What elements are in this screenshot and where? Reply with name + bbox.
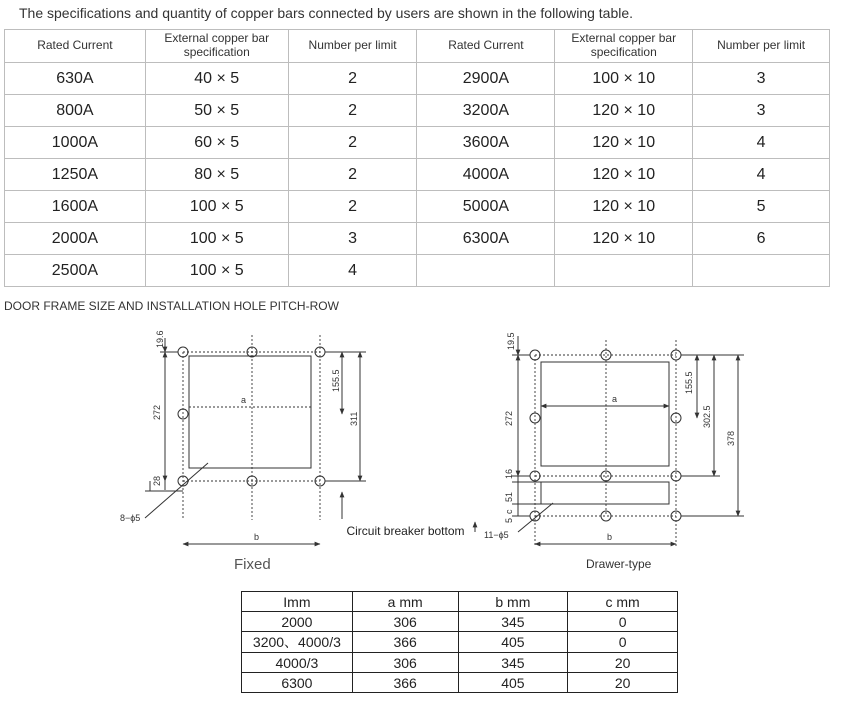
drawer-frame-drawing bbox=[475, 336, 744, 546]
dim-label: 51 bbox=[504, 491, 514, 502]
table-cell: 120 × 10 bbox=[555, 223, 693, 255]
header-cell: External copper bar specification bbox=[555, 30, 693, 63]
table-cell: 5000A bbox=[417, 191, 555, 223]
table-cell: 2 bbox=[288, 159, 417, 191]
table-cell: 800A bbox=[5, 95, 146, 127]
table-cell: 40 × 5 bbox=[145, 63, 288, 95]
dim-label: a bbox=[241, 395, 247, 405]
table-cell: 2 bbox=[288, 63, 417, 95]
table-cell: 5 bbox=[693, 191, 830, 223]
table-cell: 630A bbox=[5, 63, 146, 95]
dim-label: 302.5 bbox=[702, 405, 712, 428]
header-cell: External copper bar specification bbox=[145, 30, 288, 63]
header-cell: Number per limit bbox=[693, 30, 830, 63]
table-cell: 2000A bbox=[5, 223, 146, 255]
table-cell: 405 bbox=[458, 632, 568, 653]
table-cell: 366 bbox=[352, 632, 458, 653]
dim-label: 155.5 bbox=[331, 369, 341, 392]
table-cell: 3 bbox=[693, 63, 830, 95]
dim-label: 378 bbox=[726, 430, 736, 446]
dim-label: a bbox=[612, 394, 618, 404]
drawer-breaker-rect bbox=[541, 482, 669, 504]
dim-label: 28 bbox=[152, 475, 162, 486]
table-cell: 1250A bbox=[5, 159, 146, 191]
drawer-hole-lines bbox=[535, 340, 676, 546]
table-cell: 6300A bbox=[417, 223, 555, 255]
fixed-frame-drawing bbox=[145, 335, 366, 544]
dim-label: 16 bbox=[504, 468, 514, 479]
table-cell: 405 bbox=[458, 673, 568, 693]
table-cell: 3600A bbox=[417, 127, 555, 159]
table-cell: 20 bbox=[568, 653, 678, 673]
dim-label: 272 bbox=[152, 404, 162, 420]
fixed-hole-lines bbox=[183, 335, 320, 520]
dim-label: c bbox=[504, 509, 514, 514]
table-cell: 2500A bbox=[5, 255, 146, 287]
dim-label: b bbox=[254, 532, 260, 542]
table-cell: 6 bbox=[693, 223, 830, 255]
drawer-mounting-holes bbox=[530, 350, 681, 521]
frame-dimension-table bbox=[241, 591, 678, 693]
table-cell: 120 × 10 bbox=[555, 127, 693, 159]
table-cell: 20 bbox=[568, 673, 678, 693]
intro-text: The specifications and quantity of copper bars connected by users are shown in the following table. bbox=[19, 5, 634, 21]
table-cell: 4 bbox=[288, 255, 417, 287]
table-cell: 3 bbox=[693, 95, 830, 127]
dim-label: 19.5 bbox=[506, 332, 516, 350]
header-cell: b mm bbox=[458, 592, 568, 612]
table-cell: 100 × 5 bbox=[145, 255, 288, 287]
dim-label: 5 bbox=[504, 517, 514, 523]
table-cell: 100 × 5 bbox=[145, 223, 288, 255]
table-cell: 100 × 10 bbox=[555, 63, 693, 95]
header-cell: Rated Current bbox=[5, 30, 146, 63]
circuit-breaker-bottom-callout: Circuit breaker bottom bbox=[339, 519, 472, 543]
dim-label: 272 bbox=[504, 410, 514, 426]
dim-label: 311 bbox=[349, 411, 359, 426]
table-row bbox=[242, 612, 678, 632]
dim-label: 155.5 bbox=[684, 371, 694, 394]
table-cell: 50 × 5 bbox=[145, 95, 288, 127]
table-cell: 4 bbox=[693, 127, 830, 159]
table-row bbox=[242, 673, 678, 693]
header-cell: a mm bbox=[352, 592, 458, 612]
table-row bbox=[242, 653, 678, 673]
table-cell: 345 bbox=[458, 653, 568, 673]
table-cell: 120 × 10 bbox=[555, 159, 693, 191]
fixed-caption: Fixed bbox=[234, 556, 271, 573]
table-cell: 3200、4000/3 bbox=[242, 632, 353, 653]
table-cell: 345 bbox=[458, 612, 568, 632]
fixed-mounting-holes bbox=[178, 347, 325, 486]
table-cell: 306 bbox=[352, 612, 458, 632]
table-cell: 2900A bbox=[417, 63, 555, 95]
table-cell: 4000/3 bbox=[242, 653, 353, 673]
header-cell: c mm bbox=[568, 592, 678, 612]
table-cell: 2000 bbox=[242, 612, 353, 632]
table-cell: 3200A bbox=[417, 95, 555, 127]
dim-label: 11−ϕ5 bbox=[484, 530, 509, 540]
drawer-hole-leader bbox=[518, 503, 553, 532]
drawer-door-rect bbox=[541, 362, 669, 466]
section-title: DOOR FRAME SIZE AND INSTALLATION HOLE PITCH-ROW bbox=[4, 299, 339, 313]
dim-label: 19.6 bbox=[155, 330, 165, 348]
table-cell: 1000A bbox=[5, 127, 146, 159]
table-cell: 6300 bbox=[242, 673, 353, 693]
header-cell: Number per limit bbox=[288, 30, 417, 63]
table-cell: 0 bbox=[568, 632, 678, 653]
dim-label: 8−ϕ5 bbox=[120, 513, 141, 523]
table-cell: 366 bbox=[352, 673, 458, 693]
header-cell: Rated Current bbox=[417, 30, 555, 63]
dim-label: b bbox=[607, 532, 613, 542]
table-cell: 3 bbox=[288, 223, 417, 255]
table-cell: 306 bbox=[352, 653, 458, 673]
table-header-row bbox=[242, 592, 678, 612]
table-cell: 2 bbox=[288, 191, 417, 223]
table-cell: 120 × 10 bbox=[555, 95, 693, 127]
table-cell: 60 × 5 bbox=[145, 127, 288, 159]
table-row bbox=[242, 632, 678, 653]
table-cell: 0 bbox=[568, 612, 678, 632]
header-cell: Imm bbox=[242, 592, 353, 612]
drawer-dimension-labels bbox=[484, 332, 736, 542]
table-cell: 1600A bbox=[5, 191, 146, 223]
table-cell: 2 bbox=[288, 95, 417, 127]
drawer-type-caption: Drawer-type bbox=[586, 557, 652, 571]
table-cell: 4000A bbox=[417, 159, 555, 191]
table-cell: 80 × 5 bbox=[145, 159, 288, 191]
table-cell: 100 × 5 bbox=[145, 191, 288, 223]
table-cell: 4 bbox=[693, 159, 830, 191]
table-cell: 120 × 10 bbox=[555, 191, 693, 223]
fixed-dimension-labels bbox=[120, 330, 359, 542]
fixed-door-rect bbox=[189, 356, 311, 468]
table-cell: 2 bbox=[288, 127, 417, 159]
